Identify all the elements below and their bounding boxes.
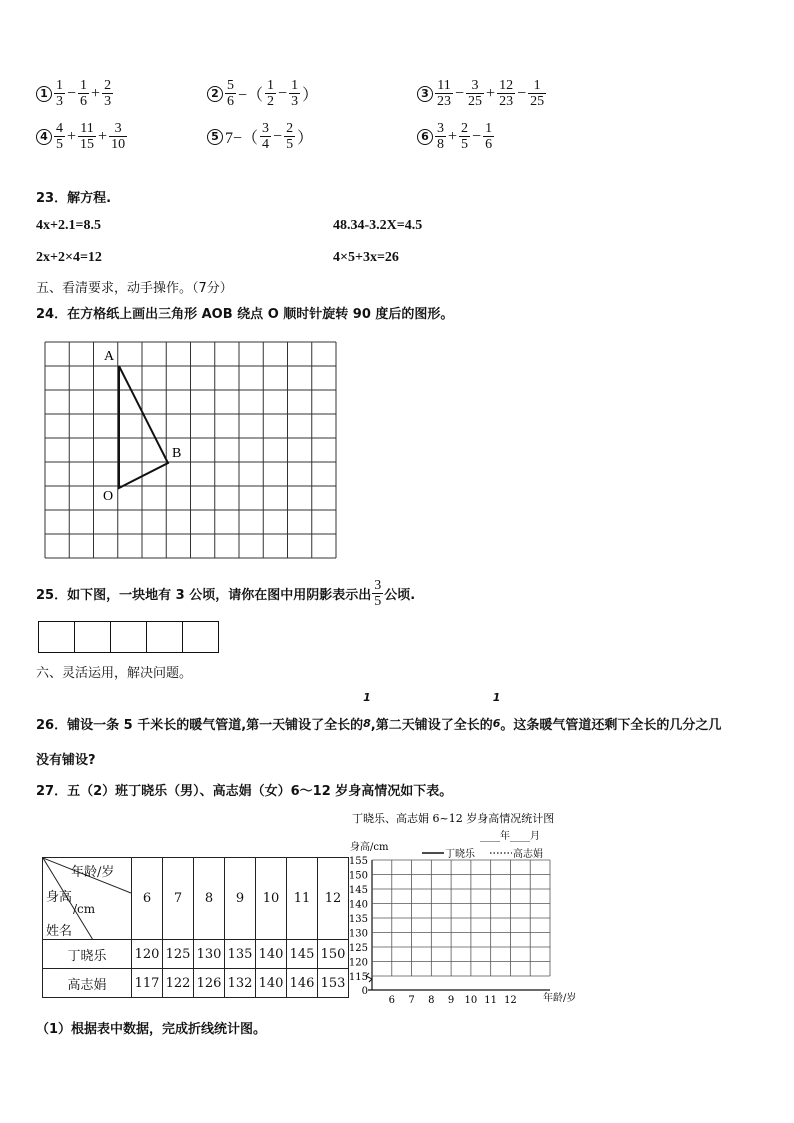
denominator: 25 [468, 94, 483, 109]
q25-fraction [372, 578, 383, 609]
land-cell[interactable] [75, 622, 111, 652]
land-cell[interactable] [111, 622, 147, 652]
land-strip[interactable] [38, 621, 219, 653]
operator: 7−（ [225, 130, 259, 147]
numerator: 12 [499, 78, 514, 93]
y-tick-label: 0 [361, 986, 368, 997]
q26-fraction-1 [363, 691, 371, 730]
value-cell: 120 [132, 940, 163, 969]
numerator: 1 [485, 121, 493, 136]
chart-date-line: ____年____月 [480, 831, 540, 842]
numerator: 5 [227, 78, 234, 93]
value-cell: 126 [194, 969, 225, 998]
numerator: 4 [56, 121, 63, 136]
q26-part3: 。这条暖气管道还剩下全长的几分之几 [500, 718, 722, 733]
y-tick-label: 130 [348, 928, 368, 940]
land-cell[interactable] [39, 622, 75, 652]
q26-f1-den: 8 [363, 717, 371, 730]
operator: − [67, 84, 77, 102]
numerator: 1 [533, 78, 541, 93]
row-name: 丁晓乐 [43, 940, 132, 969]
value-cell: 132 [225, 969, 256, 998]
fraction [54, 78, 65, 109]
q25-text [36, 578, 415, 609]
fraction [289, 78, 300, 109]
q26-f2-den: 6 [492, 717, 501, 730]
label-b: B [172, 446, 182, 461]
header-height: 身高 [46, 890, 73, 905]
fraction [260, 121, 271, 152]
q26-line2: 没有铺设? [36, 753, 96, 768]
q24-text: 24．在方格纸上画出三角形 AOB 绕点 O 顺时针旋转 90 度后的图形。 [36, 307, 454, 322]
x-axis-label: 年龄/岁 [543, 993, 577, 1004]
age-cell: 10 [256, 858, 287, 940]
legend-series-1: 丁晓乐 [445, 849, 475, 860]
triangle-aob [119, 366, 168, 488]
q23-title: 23．解方程. [36, 191, 112, 206]
table-header-corner [43, 858, 132, 940]
q26-line1 [36, 691, 722, 738]
equation-3: 2x+2×4=12 [36, 250, 102, 265]
age-cell: 12 [318, 858, 349, 940]
operator: + [67, 127, 77, 145]
exercise-number-badge: 3 [417, 86, 433, 102]
equation-1: 4x+2.1=8.5 [36, 218, 101, 233]
x-tick-label: 11 [484, 995, 498, 1006]
header-unit: /cm [73, 902, 96, 916]
value-cell: 150 [318, 940, 349, 969]
numerator: 2 [461, 121, 469, 136]
denominator: 5 [286, 137, 294, 152]
numerator: 1 [291, 78, 299, 93]
operator: − [455, 84, 465, 102]
age-cell: 6 [132, 858, 163, 940]
x-tick-label: 12 [504, 995, 517, 1006]
numerator: 1 [56, 78, 63, 93]
fraction [225, 78, 236, 109]
q26-fraction-2 [492, 691, 501, 730]
fraction [459, 121, 470, 152]
operator: + [98, 127, 108, 145]
x-tick-labels [389, 995, 517, 1006]
y-tick-labels [349, 856, 368, 997]
operator: ） [297, 130, 314, 147]
table-row [43, 969, 349, 998]
numerator: 11 [437, 78, 451, 93]
y-tick-label: 120 [348, 957, 368, 969]
height-table [42, 857, 349, 998]
age-cell: 11 [287, 858, 318, 940]
fraction [435, 121, 446, 152]
denominator: 5 [56, 137, 63, 152]
denominator: 25 [530, 94, 545, 109]
denominator: 15 [80, 137, 95, 152]
numerator: 3 [114, 121, 122, 136]
numerator: 2 [104, 78, 112, 93]
header-age: 年龄/岁 [71, 865, 115, 880]
label-a: A [104, 349, 115, 364]
fraction [528, 78, 546, 109]
y-tick-label: 150 [348, 870, 368, 882]
denominator: 8 [437, 137, 444, 152]
value-cell: 117 [132, 969, 163, 998]
fraction [109, 121, 127, 152]
numerator: 1 [267, 78, 275, 93]
denominator: 23 [499, 94, 514, 109]
value-cell: 140 [256, 940, 287, 969]
q26-part1: 26．铺设一条 5 千米长的暖气管道,第一天铺设了全长的 [36, 718, 364, 733]
x-tick-label: 10 [464, 995, 478, 1006]
q27-text: 27．五（2）班丁晓乐（男）、高志娟（女）6～12 岁身高情况如下表。 [36, 784, 453, 799]
q25-before: 25．如下图，一块地有 3 公顷，请你在图中用阴影表示出 [36, 588, 372, 603]
chart-grid [368, 860, 550, 990]
exercise-number-badge: 4 [36, 129, 52, 145]
operator: + [91, 84, 101, 102]
x-tick-label: 8 [428, 995, 435, 1006]
age-cell: 7 [163, 858, 194, 940]
land-cell[interactable] [147, 622, 183, 652]
exercise-6 [417, 121, 495, 152]
denominator: 6 [227, 94, 234, 109]
operator: + [486, 84, 496, 102]
y-tick-label: 125 [348, 943, 368, 954]
x-tick-label: 6 [388, 995, 395, 1006]
numerator: 1 [80, 78, 88, 93]
denominator: 6 [485, 137, 493, 152]
fraction [54, 121, 65, 152]
fraction [265, 78, 276, 109]
section-5-heading: 五、看清要求，动手操作。（7分） [36, 281, 233, 296]
operator: − [273, 127, 283, 145]
equation-2: 48.34-3.2X=4.5 [333, 218, 423, 233]
height-line-chart[interactable] [340, 808, 600, 1008]
value-cell: 135 [225, 940, 256, 969]
denominator: 2 [267, 94, 275, 109]
exercise-2 [207, 78, 319, 109]
x-tick-label: 7 [408, 995, 415, 1006]
exercise-number-badge: 5 [207, 129, 223, 145]
age-cell: 8 [194, 858, 225, 940]
q25-numerator: 3 [374, 578, 382, 593]
section-6-heading: 六、灵活运用，解决问题。 [36, 666, 193, 681]
y-tick-label: 140 [348, 899, 368, 911]
row-name: 高志娟 [43, 969, 132, 998]
denominator: 5 [461, 137, 469, 152]
fraction [284, 121, 295, 152]
q26-f2-num: 1 [492, 691, 501, 704]
operator: −（ [238, 87, 264, 104]
denominator: 3 [104, 94, 112, 109]
denominator: 4 [262, 137, 270, 152]
square-grid[interactable] [40, 338, 342, 564]
numerator: 11 [80, 121, 94, 136]
operator: − [278, 84, 288, 102]
equation-4: 4×5+3x=26 [333, 250, 399, 265]
fraction [483, 121, 494, 152]
q25-after: 公顷. [384, 588, 416, 603]
exercise-3 [417, 78, 547, 109]
y-axis-label: 身高/cm [350, 842, 389, 853]
denominator: 3 [291, 94, 299, 109]
age-cell: 9 [225, 858, 256, 940]
value-cell: 146 [287, 969, 318, 998]
y-tick-label: 135 [348, 914, 368, 925]
chart-title: 丁晓乐、高志娟 6~12 岁身高情况统计图 [352, 812, 555, 825]
numerator: 2 [286, 121, 294, 136]
numerator: 3 [262, 121, 270, 136]
q26-f1-num: 1 [363, 691, 371, 704]
value-cell: 140 [256, 969, 287, 998]
fraction [497, 78, 515, 109]
q25-denominator: 5 [374, 594, 382, 609]
x-tick-label: 9 [447, 995, 455, 1006]
operator: + [448, 127, 458, 145]
exercise-number-badge: 1 [36, 86, 52, 102]
value-cell: 122 [163, 969, 194, 998]
exercise-number-badge: 2 [207, 86, 223, 102]
exercise-5 [207, 121, 314, 152]
denominator: 10 [111, 137, 126, 152]
exercise-1 [36, 78, 114, 109]
operator: − [472, 127, 482, 145]
fraction [78, 78, 89, 109]
numerator: 3 [471, 78, 479, 93]
denominator: 23 [437, 94, 451, 109]
y-tick-label: 145 [348, 885, 368, 896]
header-name: 姓名 [46, 924, 73, 939]
denominator: 6 [80, 94, 88, 109]
value-cell: 130 [194, 940, 225, 969]
value-cell: 153 [318, 969, 349, 998]
land-cell[interactable] [183, 622, 218, 652]
y-tick-label: 115 [348, 972, 368, 983]
fraction [78, 121, 96, 152]
fraction [102, 78, 113, 109]
q27-part1: （1）根据表中数据，完成折线统计图。 [36, 1022, 267, 1037]
exercise-4 [36, 121, 128, 152]
y-tick-label: 155 [348, 856, 368, 867]
denominator: 3 [56, 94, 63, 109]
table-row [43, 940, 349, 969]
operator: ） [302, 87, 319, 104]
numerator: 3 [437, 121, 444, 136]
value-cell: 145 [287, 940, 318, 969]
legend-series-2: 高志娟 [513, 849, 543, 860]
fraction [435, 78, 453, 109]
q26-part2: ,第二天铺设了全长的 [370, 718, 493, 733]
value-cell: 125 [163, 940, 194, 969]
exercise-number-badge: 6 [417, 129, 433, 145]
fraction [466, 78, 484, 109]
operator: − [517, 84, 527, 102]
label-o: O [103, 489, 114, 504]
